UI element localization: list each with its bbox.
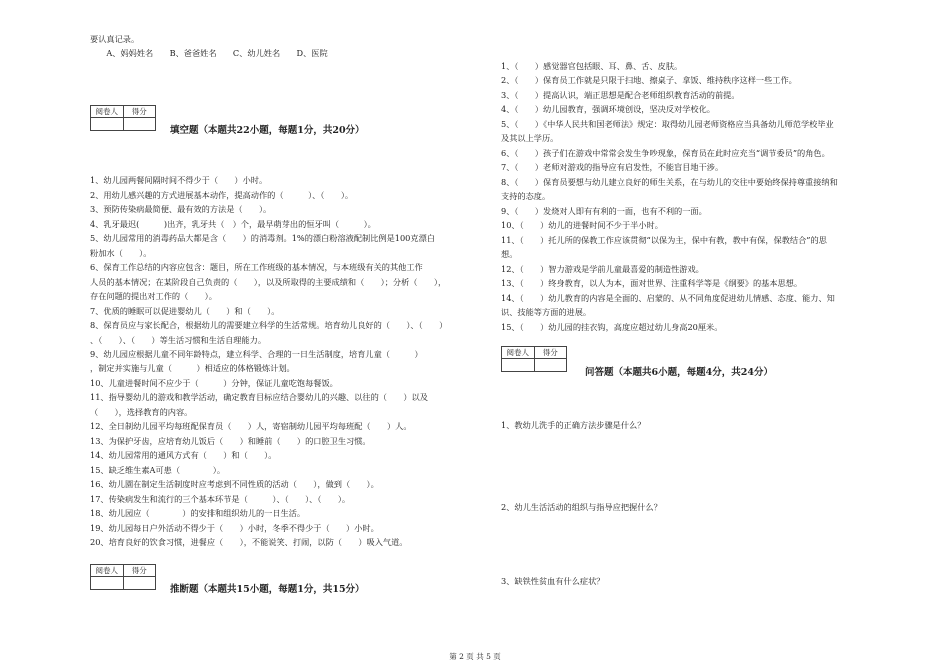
question-line: 9、幼儿园应根据儿童不同年龄特点，建立科学、合理的一日生活制度，培育儿童（ ） [90,349,423,359]
question-line: 17、传染病发生和流行的三个基本环节是（ ）、（ ）、（ ）。 [90,494,351,504]
grader-label: 阅卷人 [91,106,124,117]
score-label: 得分 [131,566,147,575]
score-box-qa [501,346,567,372]
question-line: 人员的基本情况；在某阶段自己负责的（ ），以及所取得的主要成绩和（ ）；分析（ ）， [90,277,447,287]
page-number: 第 2 页 共 5 页 [449,652,501,661]
question-line: 2、用幼儿感兴趣的方式进展基本动作，提高动作的（ ）、（ ）。 [90,190,354,200]
judge-line: 15、（ ）幼儿园的挂衣钩，高度应超过幼儿身高20厘米。 [501,322,723,332]
judge-line: 5、（ ）《中华人民共和国老师法》规定：取得幼儿园老师资格应当具备幼儿师范学校毕业 [501,119,834,129]
question-line: 11、指导婴幼儿的游戏和教学活动，确定教育目标应结合婴幼儿的兴趣、以往的（ ）以及 [90,392,428,402]
judge-line: 11、（ ）托儿所的保教工作应该贯彻“以保为主，保中有教，教中有保，保教结合”的思 [501,235,827,245]
judge-line: 13、（ ）终身教育，以人为本，面对世界、注重科学等是《纲要》的基本思想。 [501,278,803,288]
judge-line: 识、技能等方面的进展。 [501,307,592,317]
question-line: 粉加水（ ）。 [90,248,152,258]
judge-line: 10、（ ）幼儿的进餐时间不少于半小时。 [501,220,663,230]
score-box-judge [90,564,156,590]
question-line: 7、优质的睡眠可以促进婴幼儿（ ）和（ ）。 [90,306,280,316]
question-line: 6、保育工作总结的内容应包含：题目，所在工作班级的基本情况，与本班级有关的其他工作 [90,262,423,272]
judge-line: 1、（ ）感觉器官包括眼、耳、鼻、舌、皮肤。 [501,61,683,71]
qa-section-title: 问答题（本题共6小题，每题4分，共24分） [585,367,773,378]
judge-line: 8、（ ）保育员要想与幼儿建立良好的师生关系，在与幼儿的交往中要始终保持尊重接纳和 [501,177,838,187]
question-line: ，制定并实施与儿童（ ）相适应的体格锻炼计划。 [90,363,295,373]
grader-label: 阅卷人 [91,565,124,576]
question-line: 存在问题的提出对工作的（ ）。 [90,291,217,301]
grader-label: 阅卷人 [502,347,535,358]
question-line: 4、乳牙最迟( )出齐，乳牙共（ ）个，最早萌芽出的恒牙叫（ ）。 [90,219,376,229]
judge-line: 6、（ ）孩子们在游戏中常常会发生争吵现象，保育员在此时应充当“调节委员”的角色。 [501,148,830,158]
judge-line: 7、（ ）老师对游戏的指导应有启发性，不能盲目地干涉。 [501,162,724,172]
question-line: 8、保育员应与家长配合，根据幼儿的需要建立科学的生活常规。培育幼儿良好的（ ）、（ ） [90,320,448,330]
judge-line: 9、（ ）发烧对人即有有利的一面，也有不利的一面。 [501,206,707,216]
question-line: 3、预防传染病最简便、最有效的方法是（ ）。 [90,204,272,214]
qa-question: 3、缺铁性贫血有什么症状？ [501,576,605,586]
qa-question: 2、幼儿生活活动的组织与指导应把握什么？ [501,502,662,512]
judge-line: 想。 [501,249,518,259]
question-line: 13、为保护牙齿，应培育幼儿饭后（ ）和睡前（ ）的口腔卫生习惯。 [90,436,371,446]
question-line: 1、幼儿园两餐间隔时间不得少于（ ）小时。 [90,175,268,185]
question-line: 15、缺乏维生素A可患（ ）。 [90,465,226,475]
score-label: 得分 [542,348,558,357]
score-box-fill [90,105,156,131]
question-line: 12、全日制幼儿园平均每班配保育员（ ）人，寄宿制幼儿园平均每班配（ ）人。 [90,421,412,431]
question-line: 、（ ）、（ ）等生活习惯和生活自理能力。 [90,335,267,345]
question-line: 14、幼儿园常用的通风方式有（ ）和（ ）。 [90,450,277,460]
question-line: 10、儿童进餐时间不应少于（ ）分钟，保证儿童吃饱每餐饭。 [90,378,338,388]
judge-line: 3、（ ）提高认识，端正思想是配合老师组织教育活动的前提。 [501,90,740,100]
question-line: 5、幼儿园常用的消毒药品大都是含（ ）的消毒剂。1%的漂白粉溶液配制比例是100克漂白 [90,233,435,243]
judge-line: 2、（ ）保育员工作就是只限于扫地、擦桌子、拿饭、维持秩序这样一些工作。 [501,75,797,85]
judge-line: 4、（ ）幼儿园教育，强调环境创设，坚决反对学校化。 [501,104,715,114]
options-line: A、妈妈姓名 B、爸爸姓名 C、幼儿姓名 D、医院 [90,48,328,58]
judge-line: 12、（ ）智力游戏是学前儿童最喜爱的制造性游戏。 [501,264,704,274]
judge-line: 14、（ ）幼儿教育的内容是全面的、启蒙的、从不同角度促进幼儿情感、态度、能力、知 [501,293,835,303]
question-line: （ ），选择教育的内容。 [90,407,193,417]
question-line: 20、培育良好的饮食习惯，进餐应（ ），不能说笑、打闹，以防（ ）吸入气道。 [90,537,408,547]
intro-line: 要认真记录。 [90,34,140,44]
question-line: 18、幼儿园应（ ）的安排和组织幼儿的一日生活。 [90,508,306,518]
score-label: 得分 [131,107,147,116]
qa-question: 1、教幼儿洗手的正确方法步骤是什么？ [501,420,646,430]
question-line: 16、幼儿園在制定生活制度时应考虑到不同性质的活动（ ），做到（ ）。 [90,479,379,489]
fill-section-title: 填空题（本题共22小题，每题1分，共20分） [170,125,365,136]
judge-line: 及其以上学历。 [501,133,559,143]
judge-section-title: 推断题（本题共15小题，每题1分，共15分） [170,584,365,595]
question-line: 19、幼儿园每日户外活动不得少于（ ）小时，冬季不得少于（ ）小时。 [90,523,379,533]
judge-line: 支持的态度。 [501,191,551,201]
